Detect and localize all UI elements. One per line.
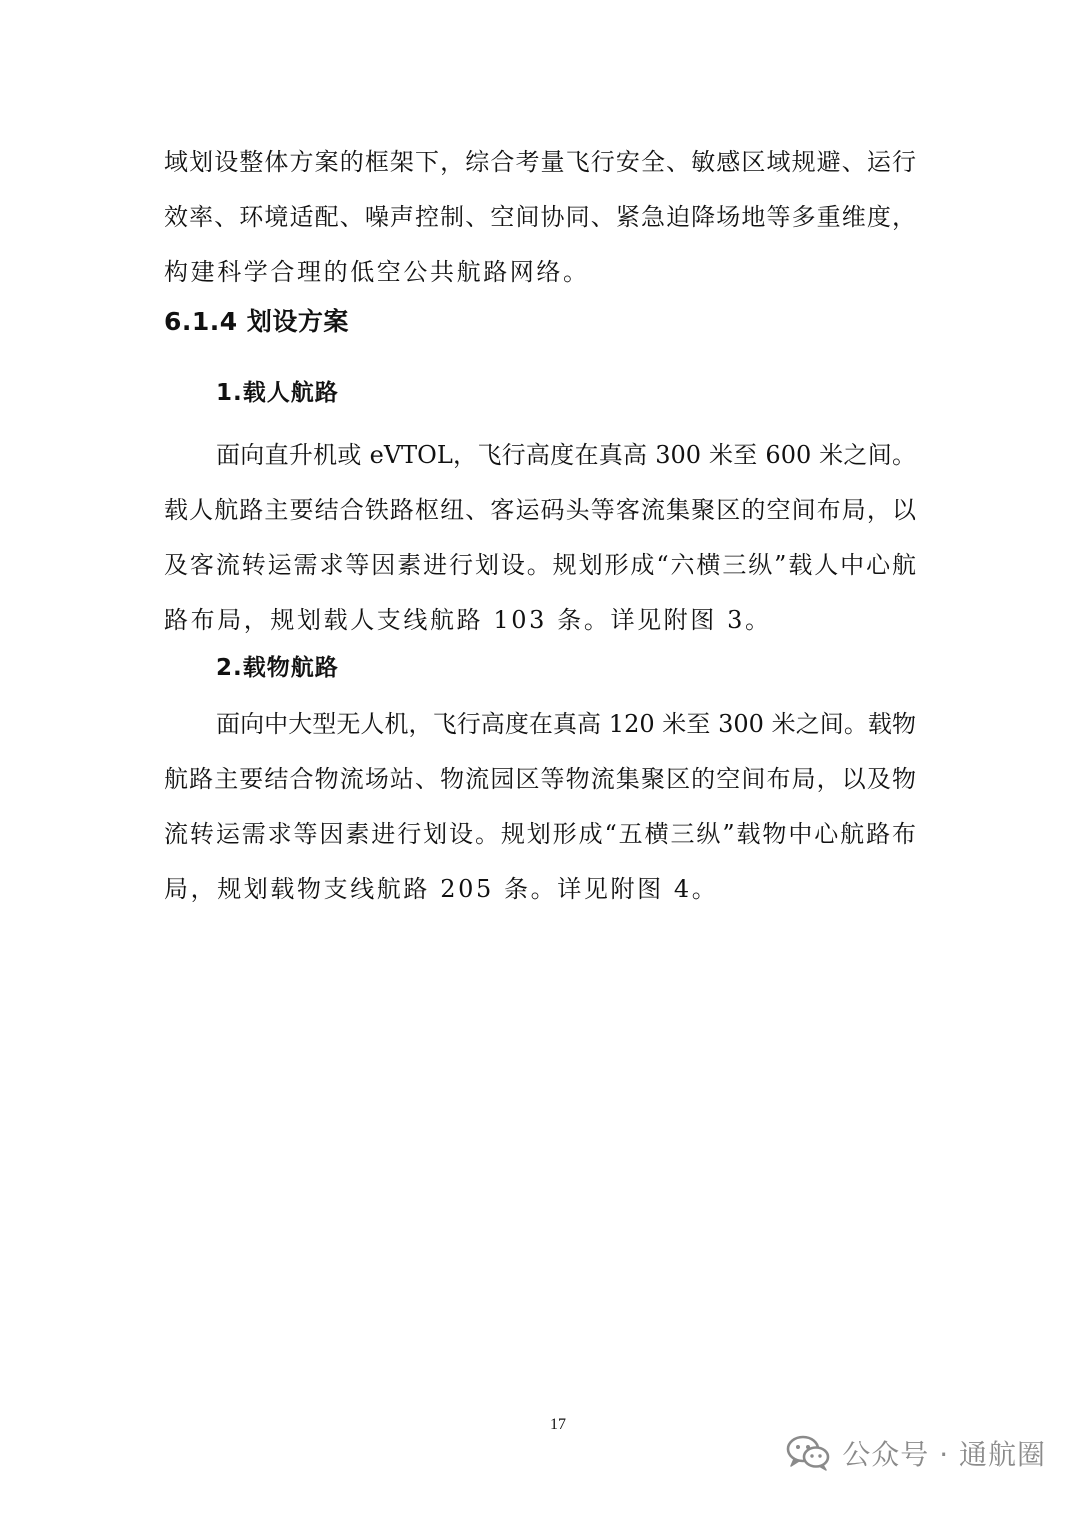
watermark-text: 公众号 · 通航圈 bbox=[842, 1438, 1046, 1471]
paragraph-line: 流转运需求等因素进行划设。规划形成“五横三纵”载物中心航路布 bbox=[164, 820, 916, 848]
cargo-route-paragraph bbox=[164, 697, 916, 917]
intro-paragraph bbox=[164, 135, 916, 300]
section-heading: 6.1.4 划设方案 bbox=[164, 307, 349, 336]
wechat-icon bbox=[786, 1435, 830, 1471]
paragraph-line: 载人航路主要结合铁路枢纽、客运码头等客流集聚区的空间布局，以 bbox=[164, 496, 916, 524]
paragraph-line: 面向中大型无人机，飞行高度在真高 120 米至 300 米之间。载物 bbox=[216, 710, 916, 738]
paragraph-line: 及客流转运需求等因素进行划设。规划形成“六横三纵”载人中心航 bbox=[164, 551, 916, 579]
page-number: 17 bbox=[550, 1416, 566, 1433]
paragraph-line: 局，规划载物支线航路 205 条。详见附图 4。 bbox=[164, 875, 719, 903]
paragraph-line: 航路主要结合物流场站、物流园区等物流集聚区的空间布局，以及物 bbox=[164, 765, 916, 793]
paragraph-line: 面向直升机或 eVTOL，飞行高度在真高 300 米至 600 米之间。 bbox=[216, 441, 916, 469]
paragraph-line: 效率、环境适配、噪声控制、空间协同、紧急迫降场地等多重维度， bbox=[164, 203, 916, 231]
watermark bbox=[786, 1428, 1046, 1478]
paragraph-line: 路布局，规划载人支线航路 103 条。详见附图 3。 bbox=[164, 606, 772, 634]
paragraph-line: 域划设整体方案的框架下，综合考量飞行安全、敏感区域规避、运行 bbox=[164, 148, 916, 176]
paragraph-line: 构建科学合理的低空公共航路网络。 bbox=[164, 258, 590, 286]
subsection-heading-passenger: 1.载人航路 bbox=[216, 380, 339, 406]
passenger-route-paragraph bbox=[164, 428, 916, 648]
subsection-heading-cargo: 2.载物航路 bbox=[216, 655, 339, 681]
